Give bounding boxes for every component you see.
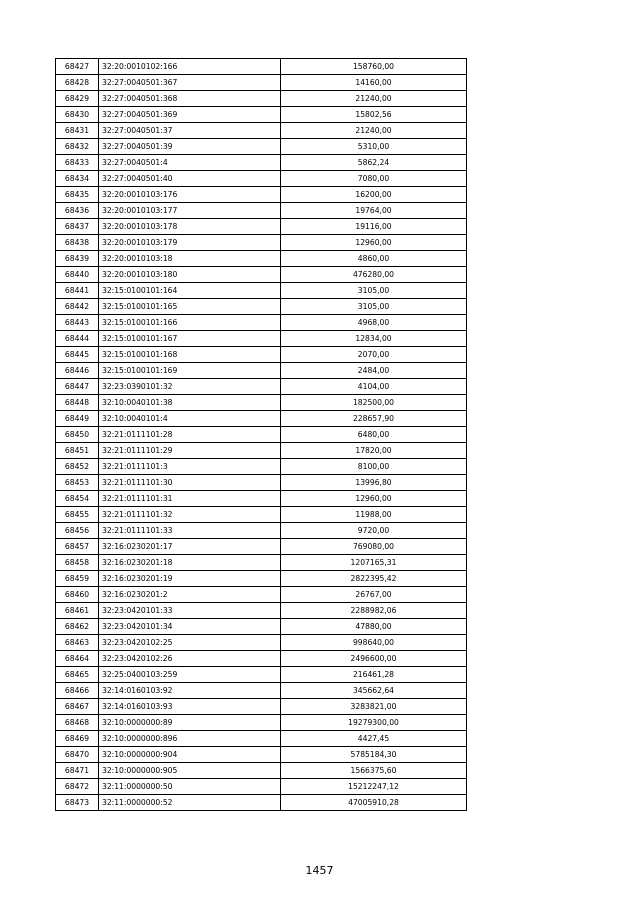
table-row <box>56 203 467 219</box>
cadastral-number-cell: 32:14:0160103:92 <box>99 683 281 699</box>
table-row <box>56 155 467 171</box>
cadastral-number-cell: 32:15:0100101:169 <box>99 363 281 379</box>
row-number-cell: 68460 <box>56 587 99 603</box>
cadastral-number-cell: 32:10:0040101:4 <box>99 411 281 427</box>
cadastral-number-cell: 32:15:0100101:165 <box>99 299 281 315</box>
table-row <box>56 475 467 491</box>
cadastral-number-cell: 32:21:0111101:28 <box>99 427 281 443</box>
table-row <box>56 379 467 395</box>
row-number-cell: 68450 <box>56 427 99 443</box>
value-cell: 19116,00 <box>281 219 467 235</box>
row-number-cell: 68453 <box>56 475 99 491</box>
row-number-cell: 68469 <box>56 731 99 747</box>
row-number-cell: 68435 <box>56 187 99 203</box>
row-number-cell: 68437 <box>56 219 99 235</box>
cadastral-number-cell: 32:20:0010103:179 <box>99 235 281 251</box>
cadastral-number-cell: 32:27:0040501:37 <box>99 123 281 139</box>
value-cell: 21240,00 <box>281 123 467 139</box>
table-row <box>56 187 467 203</box>
row-number-cell: 68465 <box>56 667 99 683</box>
value-cell: 17820,00 <box>281 443 467 459</box>
row-number-cell: 68445 <box>56 347 99 363</box>
row-number-cell: 68455 <box>56 507 99 523</box>
value-cell: 2070,00 <box>281 347 467 363</box>
cadastral-number-cell: 32:10:0000000:89 <box>99 715 281 731</box>
value-cell: 5785184,30 <box>281 747 467 763</box>
table-row <box>56 683 467 699</box>
value-cell: 12834,00 <box>281 331 467 347</box>
row-number-cell: 68457 <box>56 539 99 555</box>
value-cell: 228657,90 <box>281 411 467 427</box>
cadastral-number-cell: 32:27:0040501:369 <box>99 107 281 123</box>
row-number-cell: 68434 <box>56 171 99 187</box>
table-row <box>56 763 467 779</box>
table-row <box>56 507 467 523</box>
row-number-cell: 68444 <box>56 331 99 347</box>
row-number-cell: 68473 <box>56 795 99 811</box>
table-row <box>56 91 467 107</box>
table-row <box>56 667 467 683</box>
cadastral-number-cell: 32:16:0230201:19 <box>99 571 281 587</box>
table-row <box>56 459 467 475</box>
table-row <box>56 619 467 635</box>
cadastral-number-cell: 32:11:0000000:52 <box>99 795 281 811</box>
value-cell: 2484,00 <box>281 363 467 379</box>
cadastral-number-cell: 32:23:0420102:26 <box>99 651 281 667</box>
value-cell: 2822395,42 <box>281 571 467 587</box>
cadastral-number-cell: 32:21:0111101:3 <box>99 459 281 475</box>
value-cell: 2496600,00 <box>281 651 467 667</box>
cadastral-number-cell: 32:20:0010103:176 <box>99 187 281 203</box>
row-number-cell: 68433 <box>56 155 99 171</box>
row-number-cell: 68459 <box>56 571 99 587</box>
page-number: 1457 <box>305 864 334 877</box>
value-cell: 3283821,00 <box>281 699 467 715</box>
value-cell: 216461,28 <box>281 667 467 683</box>
row-number-cell: 68458 <box>56 555 99 571</box>
value-cell: 21240,00 <box>281 91 467 107</box>
table-row <box>56 395 467 411</box>
value-cell: 5862,24 <box>281 155 467 171</box>
row-number-cell: 68466 <box>56 683 99 699</box>
table-row <box>56 283 467 299</box>
row-number-cell: 68452 <box>56 459 99 475</box>
row-number-cell: 68449 <box>56 411 99 427</box>
table-row <box>56 107 467 123</box>
cadastral-number-cell: 32:20:0010103:18 <box>99 251 281 267</box>
row-number-cell: 68456 <box>56 523 99 539</box>
cadastral-number-cell: 32:20:0010103:180 <box>99 267 281 283</box>
row-number-cell: 68432 <box>56 139 99 155</box>
cadastral-number-cell: 32:10:0000000:905 <box>99 763 281 779</box>
row-number-cell: 68448 <box>56 395 99 411</box>
cadastral-number-cell: 32:21:0111101:33 <box>99 523 281 539</box>
cadastral-number-cell: 32:10:0000000:904 <box>99 747 281 763</box>
value-cell: 3105,00 <box>281 283 467 299</box>
cadastral-number-cell: 32:27:0040501:40 <box>99 171 281 187</box>
table-row <box>56 635 467 651</box>
row-number-cell: 68472 <box>56 779 99 795</box>
value-cell: 1566375,60 <box>281 763 467 779</box>
row-number-cell: 68447 <box>56 379 99 395</box>
cadastral-number-cell: 32:15:0100101:167 <box>99 331 281 347</box>
table-row <box>56 731 467 747</box>
cadastral-number-cell: 32:11:0000000:50 <box>99 779 281 795</box>
value-cell: 12960,00 <box>281 235 467 251</box>
row-number-cell: 68438 <box>56 235 99 251</box>
value-cell: 6480,00 <box>281 427 467 443</box>
value-cell: 7080,00 <box>281 171 467 187</box>
table-row <box>56 571 467 587</box>
table-row <box>56 555 467 571</box>
row-number-cell: 68431 <box>56 123 99 139</box>
cadastral-number-cell: 32:16:0230201:18 <box>99 555 281 571</box>
row-number-cell: 68468 <box>56 715 99 731</box>
cadastral-number-cell: 32:27:0040501:39 <box>99 139 281 155</box>
row-number-cell: 68440 <box>56 267 99 283</box>
value-cell: 4104,00 <box>281 379 467 395</box>
table-row <box>56 651 467 667</box>
table-row <box>56 315 467 331</box>
value-cell: 8100,00 <box>281 459 467 475</box>
table-row <box>56 539 467 555</box>
table-row <box>56 331 467 347</box>
row-number-cell: 68428 <box>56 75 99 91</box>
table-row <box>56 235 467 251</box>
value-cell: 345662,64 <box>281 683 467 699</box>
cadastral-number-cell: 32:21:0111101:29 <box>99 443 281 459</box>
row-number-cell: 68454 <box>56 491 99 507</box>
table-row <box>56 299 467 315</box>
table-row <box>56 267 467 283</box>
cadastral-number-cell: 32:20:0010103:178 <box>99 219 281 235</box>
row-number-cell: 68470 <box>56 747 99 763</box>
row-number-cell: 68464 <box>56 651 99 667</box>
table-row <box>56 363 467 379</box>
row-number-cell: 68443 <box>56 315 99 331</box>
cadastral-number-cell: 32:21:0111101:30 <box>99 475 281 491</box>
cadastral-number-cell: 32:21:0111101:31 <box>99 491 281 507</box>
cadastral-number-cell: 32:15:0100101:166 <box>99 315 281 331</box>
row-number-cell: 68442 <box>56 299 99 315</box>
cadastral-number-cell: 32:16:0230201:17 <box>99 539 281 555</box>
table-row <box>56 491 467 507</box>
value-cell: 47005910,28 <box>281 795 467 811</box>
table-row <box>56 795 467 811</box>
table-row <box>56 75 467 91</box>
table-body <box>56 59 467 811</box>
cadastral-number-cell: 32:23:0420101:33 <box>99 603 281 619</box>
value-cell: 26767,00 <box>281 587 467 603</box>
value-cell: 9720,00 <box>281 523 467 539</box>
cadastral-number-cell: 32:21:0111101:32 <box>99 507 281 523</box>
value-cell: 15212247,12 <box>281 779 467 795</box>
value-cell: 4968,00 <box>281 315 467 331</box>
value-cell: 4860,00 <box>281 251 467 267</box>
cadastral-number-cell: 32:27:0040501:368 <box>99 91 281 107</box>
table-row <box>56 347 467 363</box>
table-row <box>56 139 467 155</box>
value-cell: 476280,00 <box>281 267 467 283</box>
cadastral-number-cell: 32:23:0420102:25 <box>99 635 281 651</box>
value-cell: 1207165,31 <box>281 555 467 571</box>
value-cell: 19764,00 <box>281 203 467 219</box>
table-row <box>56 523 467 539</box>
cadastral-number-cell: 32:15:0100101:168 <box>99 347 281 363</box>
cadastral-number-cell: 32:14:0160103:93 <box>99 699 281 715</box>
cadastral-number-cell: 32:20:0010103:177 <box>99 203 281 219</box>
cadastral-number-cell: 32:15:0100101:164 <box>99 283 281 299</box>
table-row <box>56 603 467 619</box>
row-number-cell: 68471 <box>56 763 99 779</box>
value-cell: 2288982,06 <box>281 603 467 619</box>
row-number-cell: 68441 <box>56 283 99 299</box>
table-row <box>56 587 467 603</box>
row-number-cell: 68430 <box>56 107 99 123</box>
value-cell: 998640,00 <box>281 635 467 651</box>
cadastral-number-cell: 32:27:0040501:367 <box>99 75 281 91</box>
cadastral-number-cell: 32:20:0010102:166 <box>99 59 281 75</box>
row-number-cell: 68427 <box>56 59 99 75</box>
value-cell: 19279300,00 <box>281 715 467 731</box>
value-cell: 16200,00 <box>281 187 467 203</box>
value-cell: 5310,00 <box>281 139 467 155</box>
value-cell: 14160,00 <box>281 75 467 91</box>
row-number-cell: 68446 <box>56 363 99 379</box>
table-row <box>56 427 467 443</box>
value-cell: 4427,45 <box>281 731 467 747</box>
row-number-cell: 68467 <box>56 699 99 715</box>
table-row <box>56 715 467 731</box>
table-row <box>56 171 467 187</box>
cadastral-number-cell: 32:27:0040501:4 <box>99 155 281 171</box>
value-cell: 182500,00 <box>281 395 467 411</box>
table-row <box>56 251 467 267</box>
data-table <box>55 58 467 811</box>
table-row <box>56 123 467 139</box>
row-number-cell: 68463 <box>56 635 99 651</box>
row-number-cell: 68436 <box>56 203 99 219</box>
table-row <box>56 59 467 75</box>
table-row <box>56 219 467 235</box>
value-cell: 3105,00 <box>281 299 467 315</box>
row-number-cell: 68451 <box>56 443 99 459</box>
value-cell: 13996,80 <box>281 475 467 491</box>
cadastral-number-cell: 32:10:0040101:38 <box>99 395 281 411</box>
row-number-cell: 68439 <box>56 251 99 267</box>
row-number-cell: 68429 <box>56 91 99 107</box>
cadastral-number-cell: 32:23:0420101:34 <box>99 619 281 635</box>
table-row <box>56 411 467 427</box>
table-row <box>56 699 467 715</box>
table-row <box>56 779 467 795</box>
cadastral-number-cell: 32:16:0230201:2 <box>99 587 281 603</box>
value-cell: 47880,00 <box>281 619 467 635</box>
table-row <box>56 443 467 459</box>
value-cell: 769080,00 <box>281 539 467 555</box>
row-number-cell: 68462 <box>56 619 99 635</box>
value-cell: 11988,00 <box>281 507 467 523</box>
value-cell: 15802,56 <box>281 107 467 123</box>
cadastral-number-cell: 32:25:0400103:259 <box>99 667 281 683</box>
row-number-cell: 68461 <box>56 603 99 619</box>
table-row <box>56 747 467 763</box>
cadastral-number-cell: 32:23:0390101:32 <box>99 379 281 395</box>
cadastral-number-cell: 32:10:0000000:896 <box>99 731 281 747</box>
value-cell: 12960,00 <box>281 491 467 507</box>
value-cell: 158760,00 <box>281 59 467 75</box>
